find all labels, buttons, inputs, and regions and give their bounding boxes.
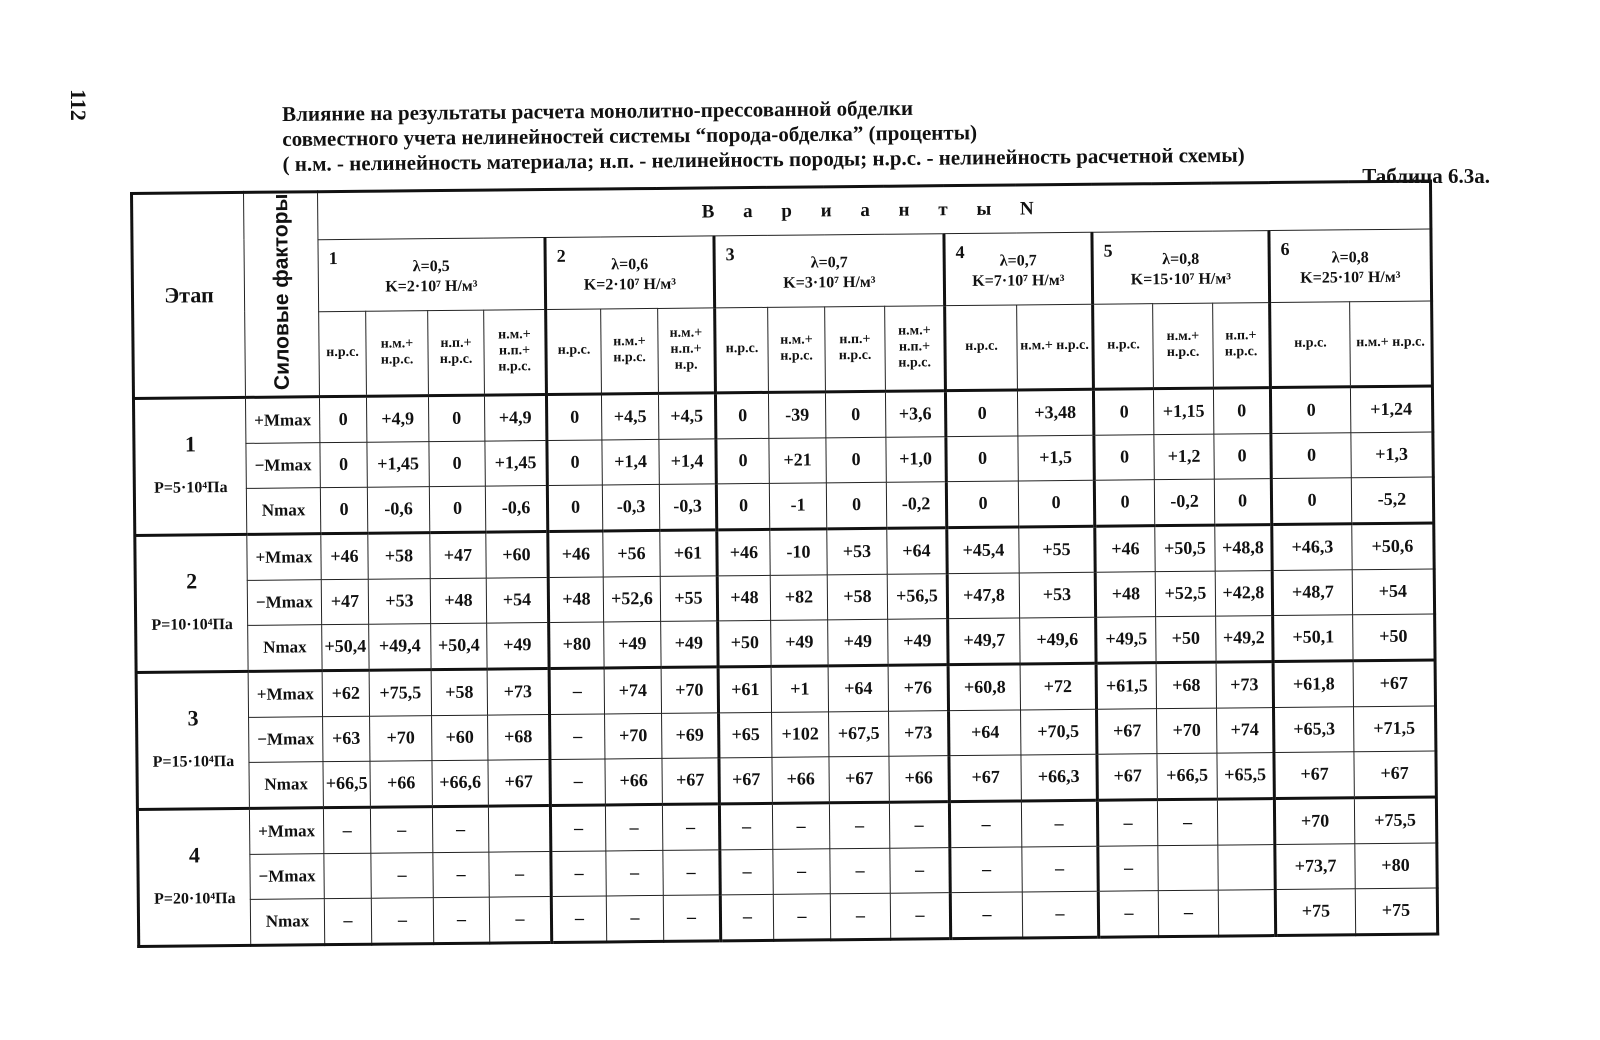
variant-header-4 (944, 232, 1093, 305)
variant-stiffness: K=3·10⁷ Н/м³ (783, 274, 876, 293)
value-cell: +65,3 (1273, 706, 1353, 752)
value-cell (488, 805, 550, 852)
value-cell: +74 (1216, 707, 1273, 753)
value-cell: +66,6 (432, 760, 488, 807)
value-cell: +50 (1353, 613, 1435, 660)
value-cell: – (551, 850, 606, 896)
value-cell: +67 (1353, 659, 1435, 706)
force-factor: Nmax (248, 624, 322, 671)
variant-lambda: λ=0,8 (1162, 251, 1200, 269)
value-cell: -0,6 (367, 486, 429, 533)
subcolumn-header: н.м.+ н.п.+ н.р. (658, 308, 716, 393)
value-cell: +47 (430, 532, 486, 579)
value-cell: – (489, 851, 551, 897)
value-cell: 0 (1093, 388, 1153, 435)
value-cell: – (1022, 846, 1098, 892)
value-cell: +48 (430, 578, 486, 624)
value-cell: +80 (549, 621, 604, 668)
value-cell: +75,5 (369, 669, 431, 716)
force-factor: +Mmax (249, 807, 323, 854)
value-cell: +68 (488, 714, 550, 760)
value-cell: – (1157, 799, 1217, 846)
value-cell: +1,2 (1154, 434, 1214, 480)
value-cell: – (550, 758, 605, 805)
subcolumn-header: н.м.+ н.р.с. (366, 311, 429, 396)
variant-number: 3 (725, 244, 735, 265)
value-cell: – (433, 852, 489, 898)
value-cell: +52,5 (1155, 571, 1215, 617)
value-cell: +49 (661, 620, 718, 667)
force-factor: +Mmax (248, 670, 322, 717)
value-cell (1158, 845, 1218, 891)
value-cell: 0 (1213, 387, 1270, 434)
value-cell: -39 (768, 391, 825, 438)
value-cell: +21 (769, 437, 826, 483)
value-cell: +55 (660, 575, 717, 621)
value-cell: +74 (604, 667, 661, 714)
value-cell: – (371, 897, 433, 944)
value-cell: +47,8 (947, 572, 1019, 618)
value-cell: +4,5 (601, 393, 658, 440)
subcolumn-header: н.п.+ н.р.с. (428, 310, 485, 395)
value-cell: 0 (547, 484, 602, 531)
subcolumn-header: н.м.+ н.р.с. (768, 307, 826, 392)
value-cell: – (949, 800, 1021, 847)
value-cell: 0 (547, 439, 602, 485)
value-cell: 0 (946, 480, 1018, 527)
heading-line-2: совместного учета нелинейностей системы “порода-обделка” (проценты) (282, 120, 978, 151)
page-number: 112 (66, 89, 91, 121)
force-factor: −Mmax (249, 716, 323, 762)
value-cell: -10 (770, 528, 827, 575)
value-cell: +69 (662, 712, 719, 758)
force-factor: Nmax (250, 898, 324, 945)
value-cell: +61,5 (1096, 662, 1156, 709)
value-cell: 0 (946, 435, 1018, 481)
value-cell: +66 (605, 758, 662, 805)
value-cell: +67 (719, 757, 772, 804)
value-cell: +49 (888, 618, 948, 665)
value-cell: +49,5 (1096, 616, 1156, 663)
variant-number: 5 (1103, 240, 1113, 261)
value-cell: – (719, 803, 772, 850)
subcolumn-header: н.р.с. (945, 305, 1018, 390)
value-cell: +60,8 (948, 663, 1020, 710)
value-cell: 0 (715, 392, 768, 439)
stage-cell-4 (137, 808, 250, 946)
value-cell: 0 (1271, 477, 1351, 524)
value-cell: +70 (370, 715, 432, 761)
value-cell: +66,3 (1021, 754, 1097, 801)
value-cell: +73 (487, 668, 549, 715)
stage-number: 1 (184, 430, 197, 456)
value-cell: +71,5 (1353, 705, 1435, 751)
header-factors-label: Силовые факторы (268, 193, 294, 391)
stage-pressure: P=20·10⁴Па (153, 889, 236, 908)
value-cell: +49,4 (369, 623, 431, 670)
value-cell: – (829, 802, 889, 849)
value-cell: – (890, 892, 950, 939)
value-cell: – (773, 848, 830, 894)
value-cell: +50,1 (1273, 614, 1353, 661)
value-cell: +76 (888, 664, 948, 711)
value-cell: +67 (829, 756, 889, 803)
variant-stiffness: K=2·10⁷ Н/м³ (583, 276, 677, 295)
stage-pressure: P=15·10⁴Па (152, 752, 235, 771)
value-cell: – (1021, 800, 1097, 847)
value-cell: +58 (431, 669, 487, 716)
value-cell: – (950, 891, 1022, 938)
value-cell: +82 (770, 574, 827, 620)
value-cell: – (830, 893, 890, 940)
value-cell: 0 (1271, 432, 1351, 478)
value-cell: +48,8 (1215, 524, 1272, 571)
value-cell: +66 (370, 760, 432, 807)
value-cell: +4,9 (484, 394, 546, 441)
value-cell: +1,15 (1153, 388, 1213, 435)
value-cell (1218, 889, 1275, 936)
value-cell: 0 (320, 442, 367, 487)
variant-header-6 (1269, 229, 1432, 303)
subcolumn-header: н.р.с. (546, 309, 602, 394)
value-cell: -5,2 (1351, 477, 1433, 524)
value-cell: – (830, 848, 890, 894)
value-cell: +49,6 (1020, 617, 1096, 664)
subcolumn-header: н.п.+ н.р.с. (825, 306, 886, 391)
value-cell: 0 (1094, 479, 1154, 526)
value-cell: +67,5 (829, 711, 889, 757)
value-cell: +102 (772, 711, 829, 757)
value-cell: +60 (486, 531, 548, 578)
variant-number: 2 (556, 245, 566, 266)
subcolumn-header: н.м.+ н.р.с. (1017, 304, 1094, 389)
value-cell: – (550, 804, 605, 851)
value-cell: +64 (887, 527, 947, 574)
value-cell: +66 (772, 756, 829, 803)
subcolumn-header: н.р.с. (715, 307, 769, 392)
value-cell: – (323, 807, 370, 853)
variant-number: 6 (1280, 238, 1290, 259)
header-stage: Этап (132, 192, 246, 398)
value-cell (324, 853, 371, 898)
value-cell: +62 (322, 670, 369, 716)
value-cell: 0 (429, 486, 485, 533)
value-cell: +53 (368, 578, 430, 624)
subcolumn-header: н.р.с. (1270, 302, 1351, 387)
value-cell: +80 (1355, 842, 1437, 888)
stage-cell-1 (133, 397, 246, 535)
variant-header-1 (318, 237, 546, 311)
value-cell: +50,6 (1352, 523, 1434, 570)
value-cell: – (606, 850, 663, 896)
value-cell: +67 (1354, 750, 1436, 797)
value-cell: +58 (827, 574, 887, 620)
value-cell: +75 (1275, 888, 1355, 935)
variant-number: 1 (328, 247, 338, 269)
variant-lambda: λ=0,6 (611, 256, 649, 274)
value-cell: 0 (546, 393, 601, 440)
value-cell: +54 (1352, 568, 1434, 614)
value-cell: – (489, 896, 551, 943)
value-cell: +48,7 (1272, 569, 1352, 615)
value-cell: 0 (1094, 434, 1154, 480)
value-cell: – (662, 803, 719, 850)
value-cell: +1,24 (1350, 386, 1432, 433)
value-cell: – (772, 802, 829, 849)
value-cell: – (663, 849, 720, 895)
value-cell: +49,2 (1216, 615, 1273, 662)
stage-cell-2 (135, 534, 248, 672)
variant-lambda: λ=0,7 (999, 252, 1037, 271)
value-cell: +61,8 (1273, 660, 1353, 707)
value-cell: +3,48 (1017, 389, 1093, 436)
value-cell: – (370, 806, 432, 853)
value-cell: +75 (1355, 887, 1437, 934)
value-cell: +64 (828, 665, 888, 712)
variant-stiffness: K=2·10⁷ Н/м³ (385, 278, 478, 297)
value-cell: – (1022, 891, 1098, 938)
value-cell: +53 (1019, 572, 1095, 618)
value-cell (1218, 844, 1275, 890)
variant-number: 4 (955, 241, 965, 263)
variant-stiffness: K=25·10⁷ Н/м³ (1300, 269, 1401, 288)
value-cell: +73 (889, 710, 949, 756)
value-cell: +65,5 (1217, 752, 1274, 799)
table-heading (282, 90, 1523, 177)
value-cell: 0 (319, 396, 366, 442)
value-cell: 0 (945, 389, 1017, 436)
value-cell: +4,5 (658, 392, 715, 439)
value-cell: 0 (1018, 480, 1094, 527)
value-cell: +61 (660, 529, 717, 576)
value-cell: +60 (432, 715, 488, 761)
value-cell: – (950, 846, 1022, 892)
value-cell: -0,6 (485, 485, 547, 532)
value-cell: – (720, 849, 773, 895)
stage-pressure: P=10·10⁴Па (151, 615, 233, 634)
value-cell: – (890, 847, 950, 893)
variant-stiffness: K=15·10⁷ Н/м³ (1130, 270, 1232, 289)
value-cell: – (324, 898, 371, 944)
variant-lambda: λ=0,7 (810, 254, 848, 272)
results-table (130, 180, 1439, 948)
value-cell: 0 (826, 437, 886, 483)
value-cell (1217, 798, 1274, 845)
value-cell: +49,7 (948, 617, 1020, 664)
value-cell: +58 (368, 532, 430, 579)
value-cell: +3,6 (885, 390, 945, 437)
value-cell: +46 (1095, 525, 1155, 572)
value-cell: +72 (1020, 663, 1096, 710)
value-cell: +48 (717, 575, 770, 621)
value-cell: +56 (603, 530, 660, 577)
value-cell: 0 (826, 482, 886, 529)
force-factor: −Mmax (247, 579, 321, 625)
header-factors (244, 192, 320, 397)
value-cell: +54 (486, 577, 548, 623)
value-cell: -1 (769, 482, 826, 529)
value-cell: – (1098, 845, 1158, 891)
value-cell: – (889, 801, 949, 848)
value-cell: – (605, 804, 662, 851)
subcolumn-header: н.р.с. (1093, 304, 1154, 389)
value-cell: +46,3 (1272, 523, 1352, 570)
subcolumn-header: н.п.+ н.р.с. (1213, 303, 1271, 388)
variant-lambda: λ=0,8 (1331, 249, 1369, 267)
force-factor: Nmax (249, 761, 323, 808)
value-cell: +49 (828, 619, 888, 666)
value-cell: – (550, 713, 605, 759)
value-cell: – (1098, 890, 1158, 937)
value-cell: – (663, 894, 720, 941)
stage-cell-3 (136, 671, 249, 809)
value-cell: +42,8 (1215, 570, 1272, 616)
value-cell: +55 (1019, 526, 1095, 573)
value-cell: +46 (548, 530, 603, 577)
value-cell: – (433, 897, 489, 944)
value-cell: +66 (889, 755, 949, 802)
results-table-container (130, 180, 1439, 948)
value-cell: 0 (716, 483, 769, 530)
value-cell: +70 (1157, 708, 1217, 754)
value-cell: +67 (1097, 708, 1157, 754)
value-cell: +49 (604, 621, 661, 668)
variant-header-5 (1092, 231, 1270, 305)
value-cell: +48 (548, 576, 603, 622)
value-cell: +66,5 (1157, 753, 1217, 800)
value-cell: +70 (605, 713, 662, 759)
value-cell: – (720, 894, 773, 941)
value-cell: +48 (1095, 571, 1155, 617)
value-cell: +67 (1274, 751, 1354, 798)
value-cell: +73 (1216, 661, 1273, 708)
value-cell: 0 (1214, 478, 1271, 525)
subcolumn-header: н.м.+ н.п.+ н.р.с. (885, 306, 946, 391)
value-cell: +47 (321, 579, 368, 624)
value-cell: 0 (428, 395, 484, 442)
variant-header-2 (545, 236, 715, 310)
stage-number: 2 (186, 567, 198, 593)
value-cell: -0,3 (659, 483, 716, 530)
value-cell: +1,4 (602, 439, 659, 485)
value-cell: +65 (719, 712, 772, 758)
subcolumn-header: н.м.+ н.р.с. (601, 308, 659, 393)
force-factor: +Mmax (245, 396, 319, 443)
value-cell: -0,3 (602, 484, 659, 531)
stage-pressure: P=5·10⁴Па (154, 478, 228, 497)
value-cell: +1,3 (1351, 432, 1433, 478)
force-factor: +Mmax (247, 533, 321, 580)
value-cell: +53 (827, 528, 887, 575)
value-cell: +61 (718, 666, 771, 713)
value-cell: +1,4 (659, 438, 716, 484)
value-cell: +67 (488, 759, 550, 806)
value-cell: +50,4 (431, 623, 487, 670)
heading-line-1: Влияние на результаты расчета монолитно-прессованной обделки (282, 95, 914, 126)
value-cell: +46 (321, 533, 368, 579)
subcolumn-header: н.м.+ н.р.с. (1350, 301, 1433, 386)
value-cell: +1 (771, 665, 828, 712)
value-cell: 0 (825, 391, 885, 438)
variant-stiffness: K=7·10⁷ Н/м³ (972, 272, 1065, 291)
force-factor: −Mmax (246, 442, 320, 488)
variant-header-3 (714, 234, 945, 308)
stage-number: 3 (187, 704, 199, 730)
value-cell: +67 (1097, 753, 1157, 800)
value-cell: +75,5 (1354, 796, 1436, 843)
value-cell: +70,5 (1021, 709, 1097, 755)
subcolumn-header: н.м.+ н.п.+ н.р.с. (484, 309, 547, 394)
value-cell: – (773, 893, 830, 940)
value-cell: +73,7 (1275, 843, 1355, 889)
heading-line-3: ( н.м. - нелинейность материала; н.п. - нелинейность породы; н.р.с. - нелинейность расчетной схемы) (282, 142, 1245, 176)
value-cell: +50 (718, 620, 771, 667)
value-cell: +68 (1156, 662, 1216, 709)
value-cell: +1,0 (886, 436, 946, 482)
value-cell: +50,5 (1155, 525, 1215, 572)
value-cell: – (1097, 799, 1157, 846)
subcolumn-header: н.р.с. (319, 311, 367, 396)
value-cell: 0 (716, 438, 769, 484)
header-variants: В а р и а н т ы N (318, 181, 1431, 240)
value-cell: – (606, 895, 663, 942)
value-cell: – (551, 895, 606, 942)
force-factor: −Mmax (250, 853, 324, 899)
value-cell: +49 (771, 619, 828, 666)
value-cell: +1,45 (367, 441, 429, 487)
value-cell: +1,5 (1018, 435, 1094, 481)
subcolumn-header: н.м.+ н.р.с. (1153, 303, 1214, 388)
value-cell: – (549, 667, 604, 714)
value-cell: +63 (323, 716, 370, 761)
value-cell: +66,5 (323, 761, 370, 807)
value-cell: +46 (717, 529, 770, 576)
value-cell: +70 (661, 666, 718, 713)
value-cell: 0 (1214, 433, 1271, 479)
value-cell: +1,45 (485, 440, 547, 486)
value-cell: +64 (949, 709, 1021, 755)
value-cell: 0 (1270, 386, 1350, 433)
value-cell: +45,4 (947, 526, 1019, 573)
value-cell: +50,4 (322, 624, 369, 670)
value-cell: -0,2 (886, 481, 946, 528)
value-cell: +67 (662, 757, 719, 804)
value-cell: -0,2 (1154, 479, 1214, 526)
value-cell: +70 (1274, 797, 1354, 844)
value-cell: +56,5 (887, 573, 947, 619)
value-cell: – (1158, 890, 1218, 937)
force-factor: Nmax (246, 487, 320, 534)
value-cell: +4,9 (366, 395, 428, 442)
value-cell: – (371, 852, 433, 898)
stage-number: 4 (188, 841, 200, 867)
value-cell: +50 (1156, 616, 1216, 663)
value-cell: 0 (320, 487, 367, 533)
value-cell: +52,6 (603, 576, 660, 622)
value-cell: +67 (949, 754, 1021, 801)
value-cell: 0 (429, 441, 485, 487)
value-cell: +49 (487, 622, 549, 669)
variant-lambda: λ=0,5 (412, 258, 450, 276)
table-label: Таблица 6.3а. (1362, 164, 1490, 188)
value-cell: – (432, 806, 488, 853)
